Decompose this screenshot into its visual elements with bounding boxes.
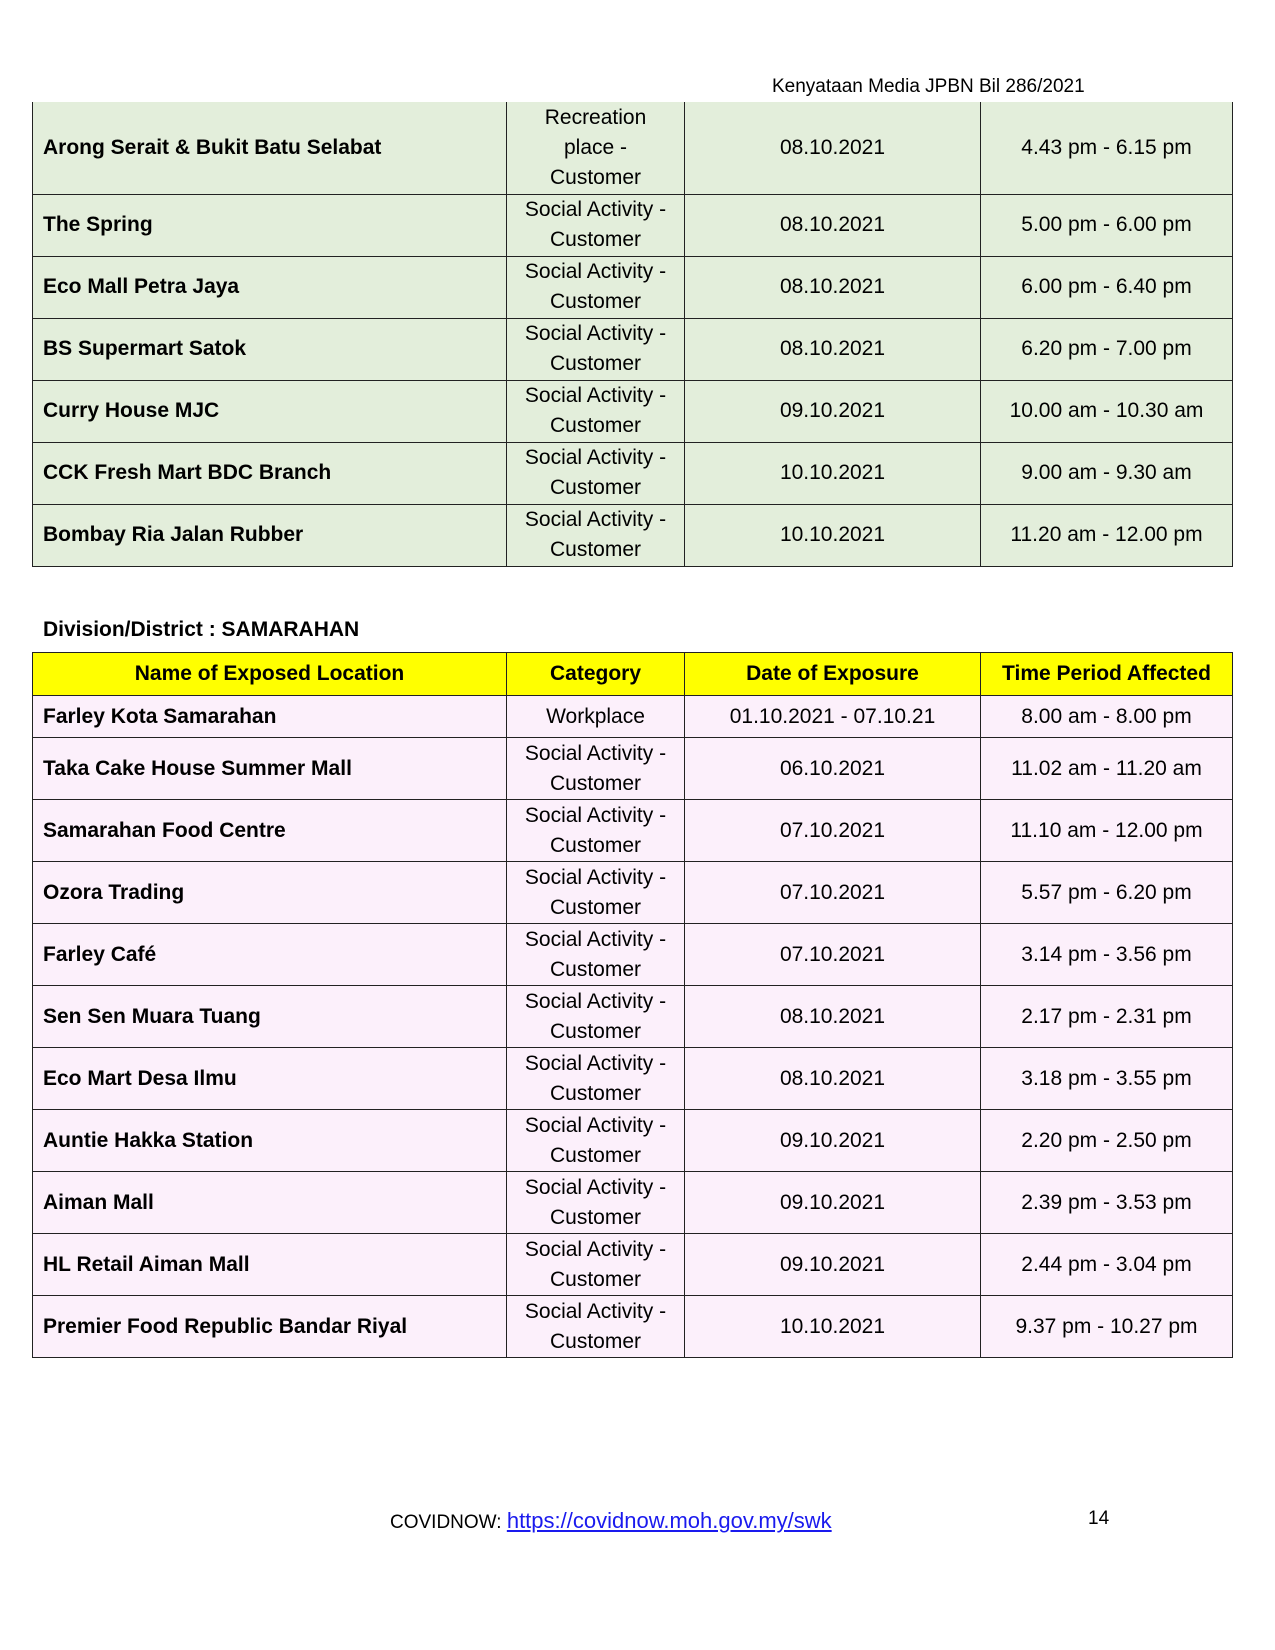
table-row <box>33 924 1233 986</box>
table-row <box>33 696 1233 738</box>
time-period-cell: 11.10 am - 12.00 pm <box>981 800 1233 862</box>
time-period-cell: 2.44 pm - 3.04 pm <box>981 1234 1233 1296</box>
category-cell: Social Activity - Customer <box>507 1296 685 1358</box>
district-heading-samarahan: Division/District : SAMARAHAN <box>43 618 360 641</box>
category-cell: Social Activity - Customer <box>507 1048 685 1110</box>
time-period-cell: 6.20 pm - 7.00 pm <box>981 318 1233 380</box>
location-name-cell: Ozora Trading <box>33 862 507 924</box>
location-name-cell: Farley Kota Samarahan <box>33 696 507 738</box>
location-name-cell: Farley Café <box>33 924 507 986</box>
covidnow-link[interactable]: https://covidnow.moh.gov.my/swk <box>506 1508 832 1533</box>
category-cell: Social Activity - Customer <box>507 380 685 442</box>
column-header-time: Time Period Affected <box>981 653 1233 696</box>
table-row <box>33 256 1233 318</box>
location-name-cell: Aiman Mall <box>33 1172 507 1234</box>
category-cell: Social Activity - Customer <box>507 800 685 862</box>
document-reference: Kenyataan Media JPBN Bil 286/2021 <box>772 76 1085 97</box>
table-row <box>33 1296 1233 1358</box>
time-period-cell: 11.20 am - 12.00 pm <box>981 504 1233 566</box>
location-name-cell: Eco Mall Petra Jaya <box>33 256 507 318</box>
location-name-cell: The Spring <box>33 194 507 256</box>
exposure-table-continued <box>32 102 1233 567</box>
location-name-cell: Premier Food Republic Bandar Riyal <box>33 1296 507 1358</box>
category-cell: Social Activity - Customer <box>507 442 685 504</box>
table-row <box>33 738 1233 800</box>
date-cell: 07.10.2021 <box>685 862 981 924</box>
date-cell: 09.10.2021 <box>685 1172 981 1234</box>
time-period-cell: 2.39 pm - 3.53 pm <box>981 1172 1233 1234</box>
footer <box>390 1508 832 1534</box>
location-name-cell: HL Retail Aiman Mall <box>33 1234 507 1296</box>
date-cell: 08.10.2021 <box>685 986 981 1048</box>
table-header-row <box>33 653 1233 696</box>
location-name-cell: Eco Mart Desa Ilmu <box>33 1048 507 1110</box>
table-row <box>33 318 1233 380</box>
date-cell: 08.10.2021 <box>685 318 981 380</box>
table-row <box>33 380 1233 442</box>
date-cell: 09.10.2021 <box>685 380 981 442</box>
date-cell: 08.10.2021 <box>685 256 981 318</box>
time-period-cell: 4.43 pm - 6.15 pm <box>981 102 1233 194</box>
table-row <box>33 1048 1233 1110</box>
time-period-cell: 9.00 am - 9.30 am <box>981 442 1233 504</box>
category-cell: Social Activity - Customer <box>507 1234 685 1296</box>
table-row <box>33 102 1233 194</box>
location-name-cell: Auntie Hakka Station <box>33 1110 507 1172</box>
time-period-cell: 10.00 am - 10.30 am <box>981 380 1233 442</box>
category-cell: Social Activity - Customer <box>507 1172 685 1234</box>
date-cell: 07.10.2021 <box>685 800 981 862</box>
date-cell: 10.10.2021 <box>685 504 981 566</box>
location-name-cell: Sen Sen Muara Tuang <box>33 986 507 1048</box>
category-cell: Social Activity - Customer <box>507 924 685 986</box>
time-period-cell: 6.00 pm - 6.40 pm <box>981 256 1233 318</box>
date-cell: 08.10.2021 <box>685 1048 981 1110</box>
date-cell: 10.10.2021 <box>685 1296 981 1358</box>
time-period-cell: 8.00 am - 8.00 pm <box>981 696 1233 738</box>
location-name-cell: Samarahan Food Centre <box>33 800 507 862</box>
category-cell: Workplace <box>507 696 685 738</box>
exposure-table-samarahan <box>32 652 1233 1358</box>
location-name-cell: BS Supermart Satok <box>33 318 507 380</box>
time-period-cell: 11.02 am - 11.20 am <box>981 738 1233 800</box>
category-cell: Social Activity - Customer <box>507 194 685 256</box>
location-name-cell: Arong Serait & Bukit Batu Selabat <box>33 102 507 194</box>
location-name-cell: CCK Fresh Mart BDC Branch <box>33 442 507 504</box>
table-row <box>33 1172 1233 1234</box>
category-cell: Social Activity - Customer <box>507 256 685 318</box>
date-cell: 07.10.2021 <box>685 924 981 986</box>
table-row <box>33 800 1233 862</box>
date-cell: 01.10.2021 - 07.10.21 <box>685 696 981 738</box>
table-row <box>33 1110 1233 1172</box>
column-header-category: Category <box>507 653 685 696</box>
category-cell: Social Activity - Customer <box>507 1110 685 1172</box>
location-name-cell: Curry House MJC <box>33 380 507 442</box>
category-cell: Social Activity - Customer <box>507 504 685 566</box>
time-period-cell: 3.14 pm - 3.56 pm <box>981 924 1233 986</box>
date-cell: 08.10.2021 <box>685 102 981 194</box>
date-cell: 06.10.2021 <box>685 738 981 800</box>
date-cell: 08.10.2021 <box>685 194 981 256</box>
category-cell: Social Activity - Customer <box>507 862 685 924</box>
table-row <box>33 442 1233 504</box>
table-row <box>33 194 1233 256</box>
column-header-location: Name of Exposed Location <box>33 653 507 696</box>
category-cell: Social Activity - Customer <box>507 738 685 800</box>
table-row <box>33 986 1233 1048</box>
table-row <box>33 862 1233 924</box>
footer-prefix: COVIDNOW: <box>390 1512 507 1533</box>
time-period-cell: 2.20 pm - 2.50 pm <box>981 1110 1233 1172</box>
column-header-date: Date of Exposure <box>685 653 981 696</box>
category-cell: Social Activity - Customer <box>507 986 685 1048</box>
category-cell: Social Activity - Customer <box>507 318 685 380</box>
date-cell: 09.10.2021 <box>685 1234 981 1296</box>
category-cell: Recreation place - Customer <box>507 102 685 194</box>
location-name-cell: Bombay Ria Jalan Rubber <box>33 504 507 566</box>
time-period-cell: 5.57 pm - 6.20 pm <box>981 862 1233 924</box>
time-period-cell: 9.37 pm - 10.27 pm <box>981 1296 1233 1358</box>
time-period-cell: 3.18 pm - 3.55 pm <box>981 1048 1233 1110</box>
page-number: 14 <box>1088 1508 1110 1529</box>
location-name-cell: Taka Cake House Summer Mall <box>33 738 507 800</box>
time-period-cell: 2.17 pm - 2.31 pm <box>981 986 1233 1048</box>
time-period-cell: 5.00 pm - 6.00 pm <box>981 194 1233 256</box>
table-row <box>33 504 1233 566</box>
date-cell: 10.10.2021 <box>685 442 981 504</box>
date-cell: 09.10.2021 <box>685 1110 981 1172</box>
table-row <box>33 1234 1233 1296</box>
